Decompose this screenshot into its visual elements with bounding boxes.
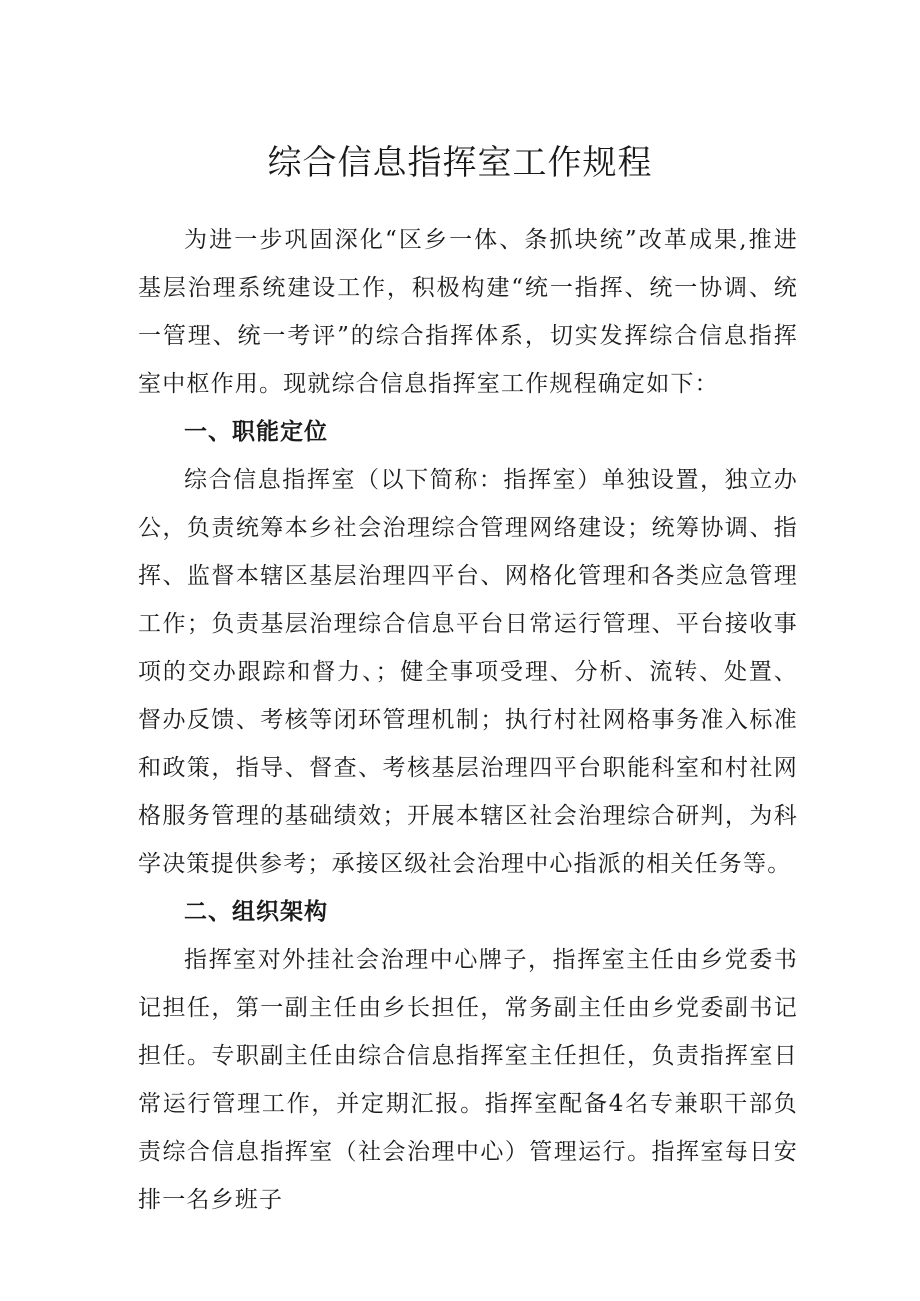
section-heading-function: 一、职能定位 [184,419,328,445]
document-title: 综合信息指挥室工作规程 [267,143,653,183]
section-paragraph-organization: 指挥室对外挂社会治理中心牌子，指挥室主任由乡党委书记担任，第一副主任由乡长担任，常务副主任由乡党委副书记担任。专职副主任由综合信息指挥室主任担任，负责指挥室日常运行管理工作，并定期汇报。指挥室配备4名专兼职干部负责综合信息指挥室（社会治理中心）管理运行。指挥室每日安排一名乡班子 [138,947,798,1213]
section-heading-organization: 二、组织架构 [184,899,328,925]
intro-paragraph: 为进一步巩固深化“区乡一体、条抓块统”改革成果,推进基层治理系统建设工作，积极构建“统一指挥、统一协调、统一管理、统一考评”的综合指挥体系，切实发挥综合信息指挥室中枢作用。现就综合信息指挥室工作规程确定如下： [138,227,798,397]
document-body [138,216,798,1224]
section-paragraph-function: 综合信息指挥室（以下简称：指挥室）单独设置，独立办公，负责统筹本乡社会治理综合管理网络建设；统筹协调、指挥、监督本辖区基层治理四平台、网格化管理和各类应急管理工作；负责基层治理综合信息平台日常运行管理、平台接收事项的交办跟踪和督力、；健全事项受理、分析、流转、处置、督办反馈、考核等闭环管理机制；执行村社网格事务准入标准和政策，指导、督查、考核基层治理四平台职能科室和村社网格服务管理的基础绩效；开展本辖区社会治理综合研判，为科学决策提供参考；承接区级社会治理中心指派的相关任务等。 [138,467,798,877]
